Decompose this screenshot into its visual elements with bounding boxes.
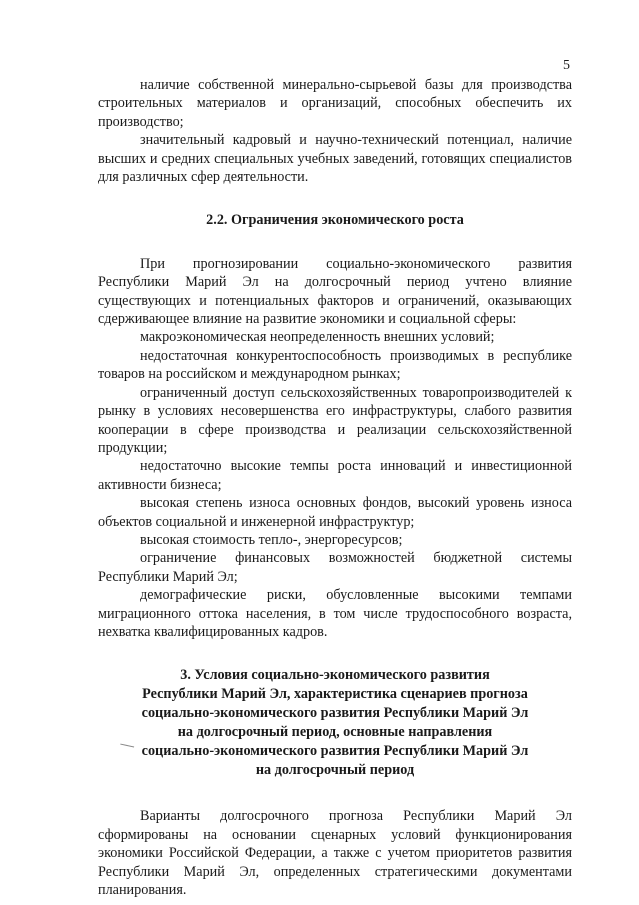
list-item: макроэкономическая неопределенность внешних условий; <box>140 329 495 346</box>
list-item: ограниченный доступ сельскохозяйственных товаропроизводителей к рынку в условиях несовершенства его инфраструктуры, слабого развития кооперации в сфере производства и реализации сельскохозяйственной продукции; <box>98 384 572 456</box>
heading-line: социально-экономического развития Республики Марий Эл <box>141 705 529 722</box>
page-number: 5 <box>563 58 570 73</box>
heading-line: Республики Марий Эл, характеристика сценариев прогноза <box>142 686 528 703</box>
paragraph: Варианты долгосрочного прогноза Республики Марий Эл сформированы на основании сценарных условий функционирования экономики Российской Федерации, а также с учетом приоритетов развития Республики Марий Эл, определенных стратегическими документами планирования. <box>98 808 572 898</box>
heading-line: 3. Условия социально-экономического развития <box>180 667 490 684</box>
list-item: демографические риски, обусловленные высокими темпами миграционного оттока населения, в том числе трудоспособного возраста, нехватка квалифицированных кадров. <box>98 587 572 640</box>
paragraph: значительный кадровый и научно-технический потенциал, наличие высших и средних специальных учебных заведений, готовящих специалистов для различных сфер деятельности. <box>98 132 572 186</box>
heading-line: социально-экономического развития Республики Марий Эл <box>141 743 529 760</box>
heading-line: на долгосрочный период, основные направления <box>177 724 493 741</box>
list-item: недостаточно высокие темпы роста инноваций и инвестиционной активности бизнеса; <box>98 458 572 493</box>
paragraph: При прогнозировании социально-экономического развития Республики Марий Эл на долгосрочный период учтено влияние существующих и потенциальных факторов и ограничений, оказывающих сдерживающее влияние на развитие экономики и социальной сферы: <box>98 255 572 328</box>
list-item: ограничение финансовых возможностей бюджетной системы Республики Марий Эл; <box>98 550 572 585</box>
page-content <box>98 76 572 899</box>
section-heading-2-2: 2.2. Ограничения экономического роста <box>206 212 464 229</box>
list-item: высокая стоимость тепло-, энергоресурсов; <box>140 531 403 548</box>
section-heading-3 <box>98 666 572 780</box>
paragraph: наличие собственной минерально-сырьевой базы для производства строительных материалов и организаций, способных обеспечить их производство; <box>98 77 572 130</box>
list-item: недостаточная конкурентоспособность производимых в республике товаров на российском и международном рынках; <box>98 347 572 383</box>
list-item: высокая степень износа основных фондов, высокий уровень износа объектов социальной и инженерной инфраструктур; <box>98 495 572 530</box>
heading-line: на долгосрочный период <box>255 762 415 779</box>
